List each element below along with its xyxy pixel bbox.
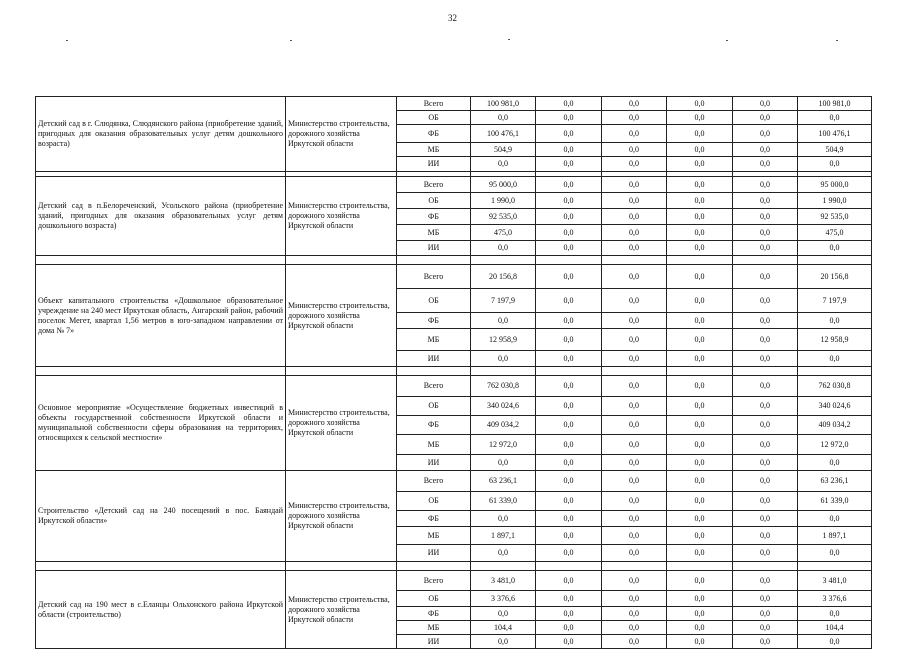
amount-cell: 0,0 <box>536 125 602 143</box>
amount-cell: 0,0 <box>602 635 667 649</box>
amount-cell: 0,0 <box>536 177 602 193</box>
amount-cell: 409 034,2 <box>471 416 536 435</box>
amount-cell: 0,0 <box>667 313 733 329</box>
amount-cell: 0,0 <box>733 571 798 591</box>
spacer-cell <box>471 562 536 571</box>
amount-cell: 0,0 <box>667 193 733 209</box>
amount-cell: 0,0 <box>667 376 733 397</box>
amount-cell: 0,0 <box>733 313 798 329</box>
amount-cell: 0,0 <box>798 241 872 256</box>
funding-source-cell: Всего <box>397 97 471 111</box>
amount-cell: 0,0 <box>602 545 667 562</box>
amount-cell: 0,0 <box>733 125 798 143</box>
amount-cell: 0,0 <box>667 435 733 455</box>
amount-cell: 475,0 <box>798 225 872 241</box>
spacer-cell <box>733 367 798 376</box>
funding-source-cell: Всего <box>397 571 471 591</box>
amount-cell: 0,0 <box>536 351 602 367</box>
amount-cell: 0,0 <box>602 621 667 635</box>
amount-cell: 0,0 <box>471 351 536 367</box>
amount-cell: 61 339,0 <box>798 492 872 511</box>
amount-cell: 0,0 <box>602 416 667 435</box>
agency-cell: Министерство строительства, дорожного хозяйства Иркутской области <box>286 471 397 562</box>
amount-cell: 762 030,8 <box>471 376 536 397</box>
amount-cell: 0,0 <box>602 157 667 172</box>
amount-cell: 0,0 <box>733 225 798 241</box>
project-name-cell: Строительство «Детский сад на 240 посещений в пос. Баяндай Иркутской области» <box>36 471 286 562</box>
amount-cell: 3 481,0 <box>471 571 536 591</box>
amount-cell: 1 897,1 <box>471 527 536 545</box>
budget-table <box>35 96 872 649</box>
amount-cell: 1 990,0 <box>471 193 536 209</box>
amount-cell: 0,0 <box>602 143 667 157</box>
amount-cell: 0,0 <box>602 313 667 329</box>
funding-source-cell: ФБ <box>397 125 471 143</box>
amount-cell: 100 476,1 <box>798 125 872 143</box>
funding-source-cell: ОБ <box>397 111 471 125</box>
spacer-cell <box>798 367 872 376</box>
amount-cell: 0,0 <box>536 241 602 256</box>
spacer-cell <box>286 367 397 376</box>
amount-cell: 0,0 <box>667 329 733 351</box>
amount-cell: 0,0 <box>602 225 667 241</box>
amount-cell: 0,0 <box>602 527 667 545</box>
amount-cell: 0,0 <box>471 241 536 256</box>
scan-speck <box>508 39 510 40</box>
amount-cell: 0,0 <box>733 193 798 209</box>
amount-cell: 20 156,8 <box>798 265 872 289</box>
amount-cell: 0,0 <box>667 209 733 225</box>
amount-cell: 0,0 <box>667 351 733 367</box>
amount-cell: 0,0 <box>602 492 667 511</box>
amount-cell: 0,0 <box>471 455 536 471</box>
scan-speck <box>726 40 728 41</box>
amount-cell: 0,0 <box>536 111 602 125</box>
amount-cell: 0,0 <box>667 545 733 562</box>
amount-cell: 0,0 <box>733 527 798 545</box>
amount-cell: 0,0 <box>602 111 667 125</box>
funding-source-cell: ИИ <box>397 241 471 256</box>
table-row <box>36 97 872 111</box>
amount-cell: 100 981,0 <box>471 97 536 111</box>
amount-cell: 0,0 <box>536 313 602 329</box>
amount-cell: 762 030,8 <box>798 376 872 397</box>
amount-cell: 0,0 <box>667 125 733 143</box>
funding-source-cell: МБ <box>397 225 471 241</box>
amount-cell: 100 476,1 <box>471 125 536 143</box>
amount-cell: 0,0 <box>733 177 798 193</box>
funding-source-cell: ОБ <box>397 193 471 209</box>
funding-source-cell: МБ <box>397 143 471 157</box>
amount-cell: 3 376,6 <box>798 591 872 607</box>
amount-cell: 0,0 <box>798 313 872 329</box>
amount-cell: 0,0 <box>536 435 602 455</box>
amount-cell: 0,0 <box>667 571 733 591</box>
spacer-cell <box>667 256 733 265</box>
amount-cell: 0,0 <box>602 455 667 471</box>
funding-source-cell: ФБ <box>397 511 471 527</box>
amount-cell: 0,0 <box>536 193 602 209</box>
amount-cell: 504,9 <box>798 143 872 157</box>
amount-cell: 0,0 <box>536 143 602 157</box>
amount-cell: 0,0 <box>733 111 798 125</box>
table-row <box>36 571 872 591</box>
amount-cell: 104,4 <box>471 621 536 635</box>
spacer-cell <box>667 367 733 376</box>
amount-cell: 0,0 <box>733 455 798 471</box>
amount-cell: 0,0 <box>798 545 872 562</box>
spacer-cell <box>733 256 798 265</box>
amount-cell: 0,0 <box>733 492 798 511</box>
amount-cell: 0,0 <box>667 471 733 492</box>
amount-cell: 0,0 <box>798 607 872 621</box>
agency-cell: Министерство строительства, дорожного хозяйства Иркутской области <box>286 376 397 471</box>
amount-cell: 0,0 <box>471 157 536 172</box>
amount-cell: 340 024,6 <box>798 397 872 416</box>
amount-cell: 0,0 <box>667 591 733 607</box>
amount-cell: 3 376,6 <box>471 591 536 607</box>
spacer-cell <box>667 562 733 571</box>
spacer-cell <box>36 367 286 376</box>
amount-cell: 0,0 <box>667 241 733 256</box>
amount-cell: 0,0 <box>733 157 798 172</box>
amount-cell: 504,9 <box>471 143 536 157</box>
amount-cell: 0,0 <box>602 177 667 193</box>
funding-source-cell: ФБ <box>397 209 471 225</box>
amount-cell: 0,0 <box>733 471 798 492</box>
amount-cell: 0,0 <box>798 351 872 367</box>
amount-cell: 0,0 <box>798 157 872 172</box>
amount-cell: 0,0 <box>536 591 602 607</box>
amount-cell: 0,0 <box>667 265 733 289</box>
amount-cell: 0,0 <box>536 545 602 562</box>
spacer-cell <box>286 256 397 265</box>
amount-cell: 0,0 <box>536 329 602 351</box>
amount-cell: 0,0 <box>602 351 667 367</box>
funding-source-cell: МБ <box>397 329 471 351</box>
funding-source-cell: ИИ <box>397 545 471 562</box>
amount-cell: 0,0 <box>667 157 733 172</box>
amount-cell: 0,0 <box>733 591 798 607</box>
amount-cell: 0,0 <box>667 97 733 111</box>
spacer-cell <box>602 256 667 265</box>
amount-cell: 0,0 <box>733 416 798 435</box>
amount-cell: 0,0 <box>667 511 733 527</box>
amount-cell: 0,0 <box>602 193 667 209</box>
funding-source-cell: МБ <box>397 435 471 455</box>
spacer-cell <box>536 562 602 571</box>
amount-cell: 0,0 <box>536 527 602 545</box>
funding-source-cell: МБ <box>397 527 471 545</box>
amount-cell: 0,0 <box>471 511 536 527</box>
agency-cell: Министерство строительства, дорожного хозяйства Иркутской области <box>286 97 397 172</box>
amount-cell: 0,0 <box>667 289 733 313</box>
amount-cell: 475,0 <box>471 225 536 241</box>
amount-cell: 0,0 <box>536 265 602 289</box>
spacer-cell <box>397 367 471 376</box>
funding-source-cell: Всего <box>397 265 471 289</box>
amount-cell: 100 981,0 <box>798 97 872 111</box>
funding-source-cell: ФБ <box>397 607 471 621</box>
amount-cell: 20 156,8 <box>471 265 536 289</box>
amount-cell: 0,0 <box>536 621 602 635</box>
funding-source-cell: ОБ <box>397 591 471 607</box>
amount-cell: 0,0 <box>733 376 798 397</box>
scan-speck <box>290 40 292 41</box>
amount-cell: 0,0 <box>798 635 872 649</box>
funding-source-cell: ИИ <box>397 455 471 471</box>
amount-cell: 0,0 <box>602 376 667 397</box>
amount-cell: 0,0 <box>733 621 798 635</box>
amount-cell: 95 000,0 <box>471 177 536 193</box>
amount-cell: 0,0 <box>602 591 667 607</box>
amount-cell: 0,0 <box>733 143 798 157</box>
table-row <box>36 177 872 193</box>
amount-cell: 0,0 <box>733 329 798 351</box>
amount-cell: 409 034,2 <box>798 416 872 435</box>
amount-cell: 0,0 <box>602 511 667 527</box>
amount-cell: 0,0 <box>471 313 536 329</box>
amount-cell: 12 972,0 <box>798 435 872 455</box>
funding-source-cell: ОБ <box>397 492 471 511</box>
amount-cell: 0,0 <box>602 571 667 591</box>
amount-cell: 0,0 <box>667 416 733 435</box>
amount-cell: 0,0 <box>733 289 798 313</box>
funding-source-cell: ФБ <box>397 313 471 329</box>
spacer-cell <box>471 367 536 376</box>
spacer-cell <box>397 256 471 265</box>
amount-cell: 0,0 <box>536 157 602 172</box>
amount-cell: 0,0 <box>602 607 667 621</box>
amount-cell: 0,0 <box>602 329 667 351</box>
amount-cell: 340 024,6 <box>471 397 536 416</box>
page-number: 32 <box>448 13 457 23</box>
project-name-cell: Детский сад на 190 мест в с.Еланцы Ольхонского района Иркутской области (строительство) <box>36 571 286 649</box>
table-row <box>36 265 872 289</box>
amount-cell: 0,0 <box>536 455 602 471</box>
amount-cell: 0,0 <box>602 265 667 289</box>
agency-cell: Министерство строительства, дорожного хозяйства Иркутской области <box>286 177 397 256</box>
amount-cell: 0,0 <box>536 225 602 241</box>
spacer-cell <box>36 256 286 265</box>
amount-cell: 0,0 <box>471 635 536 649</box>
amount-cell: 0,0 <box>733 435 798 455</box>
amount-cell: 0,0 <box>536 397 602 416</box>
project-name-cell: Детский сад в п.Белореченский, Усольского района (приобретение зданий, пригодных для оказания образовательных услуг детям дошкольного возраста) <box>36 177 286 256</box>
project-name-cell: Детский сад в г. Слюдянка, Слюдянского района (приобретение зданий, пригодных для оказания образовательных услуг детям дошкольного возраста) <box>36 97 286 172</box>
amount-cell: 104,4 <box>798 621 872 635</box>
funding-source-cell: ИИ <box>397 635 471 649</box>
amount-cell: 0,0 <box>733 607 798 621</box>
amount-cell: 0,0 <box>667 607 733 621</box>
amount-cell: 3 481,0 <box>798 571 872 591</box>
group-spacer-row <box>36 562 872 571</box>
amount-cell: 0,0 <box>536 511 602 527</box>
funding-source-cell: Всего <box>397 471 471 492</box>
amount-cell: 0,0 <box>667 621 733 635</box>
amount-cell: 0,0 <box>667 397 733 416</box>
spacer-cell <box>471 256 536 265</box>
spacer-cell <box>536 256 602 265</box>
funding-source-cell: ОБ <box>397 289 471 313</box>
amount-cell: 0,0 <box>602 97 667 111</box>
amount-cell: 12 958,9 <box>798 329 872 351</box>
amount-cell: 0,0 <box>536 209 602 225</box>
amount-cell: 0,0 <box>602 125 667 143</box>
spacer-cell <box>733 562 798 571</box>
spacer-cell <box>286 562 397 571</box>
amount-cell: 63 236,1 <box>471 471 536 492</box>
amount-cell: 0,0 <box>536 571 602 591</box>
scan-speck <box>836 40 838 41</box>
amount-cell: 0,0 <box>602 209 667 225</box>
amount-cell: 0,0 <box>667 527 733 545</box>
amount-cell: 0,0 <box>667 635 733 649</box>
spacer-cell <box>397 562 471 571</box>
amount-cell: 0,0 <box>733 97 798 111</box>
amount-cell: 0,0 <box>733 241 798 256</box>
funding-source-cell: Всего <box>397 177 471 193</box>
project-name-cell: Основное мероприятие «Осуществление бюджетных инвестиций в объекты государственной собственности Иркутской области и муниципальной собственности сферы образования на территориях, относящихся к сельской местности» <box>36 376 286 471</box>
amount-cell: 61 339,0 <box>471 492 536 511</box>
spacer-cell <box>36 562 286 571</box>
amount-cell: 12 972,0 <box>471 435 536 455</box>
amount-cell: 92 535,0 <box>798 209 872 225</box>
scan-speck <box>66 40 68 41</box>
amount-cell: 0,0 <box>602 289 667 313</box>
amount-cell: 0,0 <box>667 143 733 157</box>
spacer-cell <box>536 367 602 376</box>
amount-cell: 0,0 <box>536 289 602 313</box>
amount-cell: 0,0 <box>733 209 798 225</box>
agency-cell: Министерство строительства, дорожного хозяйства Иркутской области <box>286 265 397 367</box>
table-row <box>36 471 872 492</box>
amount-cell: 0,0 <box>471 607 536 621</box>
group-spacer-row <box>36 256 872 265</box>
funding-source-cell: Всего <box>397 376 471 397</box>
amount-cell: 0,0 <box>536 97 602 111</box>
amount-cell: 0,0 <box>536 607 602 621</box>
amount-cell: 63 236,1 <box>798 471 872 492</box>
amount-cell: 0,0 <box>667 177 733 193</box>
amount-cell: 0,0 <box>733 635 798 649</box>
amount-cell: 92 535,0 <box>471 209 536 225</box>
amount-cell: 0,0 <box>602 241 667 256</box>
spacer-cell <box>798 256 872 265</box>
funding-source-cell: ФБ <box>397 416 471 435</box>
amount-cell: 0,0 <box>536 635 602 649</box>
amount-cell: 0,0 <box>536 492 602 511</box>
spacer-cell <box>602 562 667 571</box>
funding-source-cell: ИИ <box>397 157 471 172</box>
funding-source-cell: ИИ <box>397 351 471 367</box>
amount-cell: 0,0 <box>733 511 798 527</box>
amount-cell: 0,0 <box>733 545 798 562</box>
amount-cell: 0,0 <box>798 111 872 125</box>
amount-cell: 0,0 <box>733 265 798 289</box>
amount-cell: 0,0 <box>536 416 602 435</box>
amount-cell: 0,0 <box>471 111 536 125</box>
amount-cell: 7 197,9 <box>798 289 872 313</box>
amount-cell: 0,0 <box>667 455 733 471</box>
spacer-cell <box>798 562 872 571</box>
amount-cell: 0,0 <box>733 351 798 367</box>
amount-cell: 0,0 <box>536 471 602 492</box>
spacer-cell <box>602 367 667 376</box>
funding-source-cell: МБ <box>397 621 471 635</box>
group-spacer-row <box>36 367 872 376</box>
amount-cell: 0,0 <box>667 225 733 241</box>
amount-cell: 95 000,0 <box>798 177 872 193</box>
amount-cell: 7 197,9 <box>471 289 536 313</box>
amount-cell: 12 958,9 <box>471 329 536 351</box>
amount-cell: 0,0 <box>602 435 667 455</box>
funding-source-cell: ОБ <box>397 397 471 416</box>
agency-cell: Министерство строительства, дорожного хозяйства Иркутской области <box>286 571 397 649</box>
amount-cell: 0,0 <box>536 376 602 397</box>
project-name-cell: Объект капитального строительства «Дошкольное образовательное учреждение на 240 мест Иркутская область, Ангарский район, рабочий поселок Мегет, квартал 1,56 метров в юго-западном направлении от дома № 7» <box>36 265 286 367</box>
amount-cell: 0,0 <box>667 111 733 125</box>
amount-cell: 0,0 <box>471 545 536 562</box>
amount-cell: 0,0 <box>602 471 667 492</box>
amount-cell: 0,0 <box>798 455 872 471</box>
amount-cell: 0,0 <box>733 397 798 416</box>
amount-cell: 1 990,0 <box>798 193 872 209</box>
table-row <box>36 376 872 397</box>
amount-cell: 0,0 <box>667 492 733 511</box>
amount-cell: 0,0 <box>602 397 667 416</box>
amount-cell: 1 897,1 <box>798 527 872 545</box>
amount-cell: 0,0 <box>798 511 872 527</box>
